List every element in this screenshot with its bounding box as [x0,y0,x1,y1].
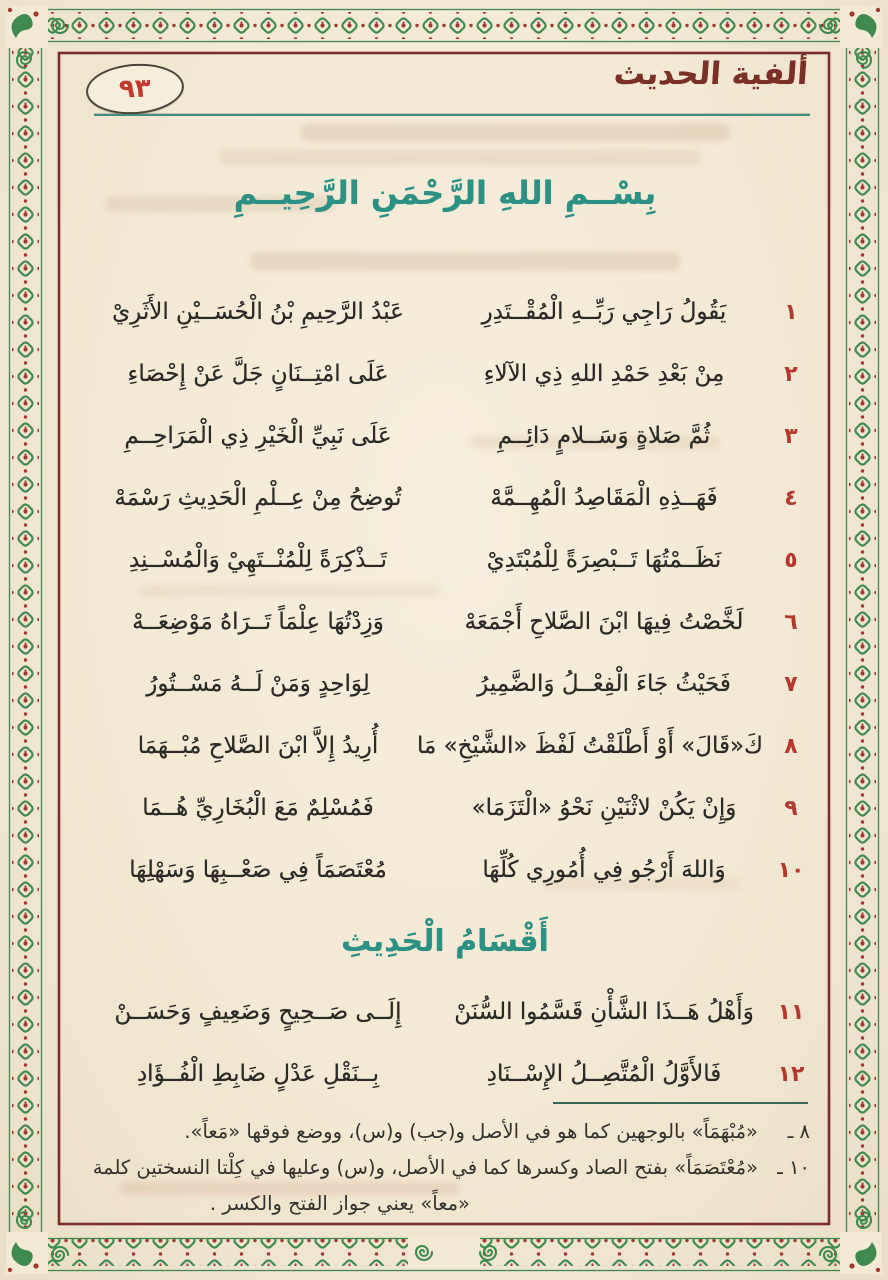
verse-row [80,653,810,715]
verse-left-hemistich: عَلَى امْتِــنَانٍ جَلَّ عَنْ إِحْصَاءِ [127,360,389,387]
verse-left-hemistich: مُعْتَصَمَاً فِي صَعْــبِهَا وَسَهْلِهَا [129,856,387,883]
verse-number: ١٢ [777,1061,805,1087]
verse-row [80,467,810,529]
verse-left-hemistich: لِوَاحِدٍ وَمَنْ لَــهُ مَسْــتُورُ [146,670,370,697]
verse-number: ٩ [784,795,798,821]
footnote [80,1150,810,1186]
section-heading: أَقْسَامُ الْحَدِيثِ [341,923,549,959]
verse-left-hemistich: أُرِيدُ إِلاَّ ابْنَ الصَّلاحِ مُبْــهَمَا [137,732,379,759]
verse-right-hemistich: لَخَّصْتُ فِيهَا ابْنَ الصَّلاحِ أَجْمَعَهْ [464,608,744,635]
verse-number: ١١ [777,999,805,1025]
footnote-text: «مُبْهَمَاً» بالوجهين كما هو في الأصل و(جب) و(س)، ووضع فوقها «مَعاً». [184,1120,758,1143]
verse-right-hemistich: ثُمَّ صَلاةٍ وَسَــلامٍ دَائِــمِ [497,422,711,449]
verse-number: ١٠ [777,857,805,883]
verse-number: ٤ [784,485,798,511]
verse-right-hemistich: وَاللهَ أَرْجُو فِي أُمُورِي كُلِّهَا [482,856,726,883]
verse-number: ٦ [784,609,798,635]
verse-left-hemistich: فَمُسْلِمٌ مَعَ الْبُخَارِيِّ هُــمَا [142,794,374,821]
verse-row [80,715,810,777]
verse-right-hemistich: فَالأَوَّلُ الْمُتَّصِــلُ الإِسْــنَادِ [486,1060,722,1087]
verse-right-hemistich: نَظَــمْتُهَا تَــبْصِرَةً لِلْمُبْتَدِيْ [486,546,722,573]
verses-block [80,281,810,1105]
footnote-separator [553,1102,808,1104]
footnote-list [80,1114,810,1222]
footnote [80,1114,810,1150]
verse-row [80,343,810,405]
verse-left-hemistich: عَبْدُ الرَّحِيمِ بْنُ الْحُسَــيْنِ الأَثَرِيْ [112,298,404,325]
verse-left-hemistich: تُوضِحُ مِنْ عِــلْمِ الْحَدِيثِ رَسْمَهْ [114,484,402,511]
verse-right-hemistich: يَقُولُ رَاجِي رَبِّــهِ الْمُقْــتَدِرِ [481,298,727,325]
verse-row [80,405,810,467]
footnote-text: «مُعْتَصَمَاً» بفتح الصاد وكسرها كما في الأصل، و(س) وعليها في كِلْتا النسختين كلمة [92,1156,758,1179]
verse-left-hemistich: وَزِدْتُهَا عِلْمَاً تَــرَاهُ مَوْضِعَــهْ [132,608,384,635]
verse-number: ٥ [784,547,798,573]
verse-right-hemistich: فَهَــذِهِ الْمَقَاصِدُ الْمُهِــمَّهْ [490,484,718,511]
verse-row [80,529,810,591]
verse-right-hemistich: مِنْ بَعْدِ حَمْدِ اللهِ ذِي الآلاءِ [483,360,725,387]
verse-row [80,777,810,839]
verse-number: ٢ [784,361,798,387]
basmala: بِسْــمِ اللهِ الرَّحْمَنِ الرَّحِيــمِ [233,174,657,212]
footnote-text-continuation: «معاً» يعني جواز الفتح والكسر . [209,1192,470,1215]
footnotes-block [80,1102,810,1222]
verse-right-hemistich: فَحَيْثُ جَاءَ الْفِعْــلُ وَالضَّمِيرُ [477,670,731,697]
verse-left-hemistich: إِلَــى صَــحِيحٍ وَضَعِيفٍ وَحَسَــنْ [114,998,402,1025]
page-content [80,56,810,1240]
header-rule [94,114,810,116]
verse-row [80,839,810,901]
verse-left-hemistich: عَلَى نَبِيِّ الْخَيْرِ ذِي الْمَرَاحِــمِ [124,422,392,449]
verse-right-hemistich: وَإِنْ يَكُنْ لاثْنَيْنِ نَحْوُ «الْتَزَمَا» [471,794,737,821]
footnote-number: ٨ ـ [787,1120,810,1143]
verse-number: ٧ [784,671,798,697]
book-title: ألفية الحديث [612,56,810,92]
verse-number: ٣ [784,423,798,449]
verse-row [80,591,810,653]
verse-left-hemistich: تَــذْكِرَةً لِلْمُنْــتَهِيْ وَالْمُسْــنِدِ [128,546,388,573]
verse-left-hemistich: بِــنَقْلِ عَدْلٍ ضَابِطِ الْفُــؤَادِ [136,1060,380,1087]
page-number: ٩٣ [118,73,152,105]
footnote-number: ١٠ ـ [777,1156,810,1179]
verse-row [80,281,810,343]
verse-number: ٨ [784,733,798,759]
verse-right-hemistich: وَأَهْلُ هَــذَا الشَّأْنِ قَسَّمُوا السُّنَنْ [454,998,754,1025]
page-number-badge [84,61,185,118]
verse-right-hemistich: كَ«قَالَ» أَوْ أَطْلَقْتُ لَفْظَ «الشَّيْخِ» مَا [416,732,763,759]
verse-number: ١ [784,299,798,325]
verse-row [80,981,810,1043]
verse-row [80,1043,810,1105]
